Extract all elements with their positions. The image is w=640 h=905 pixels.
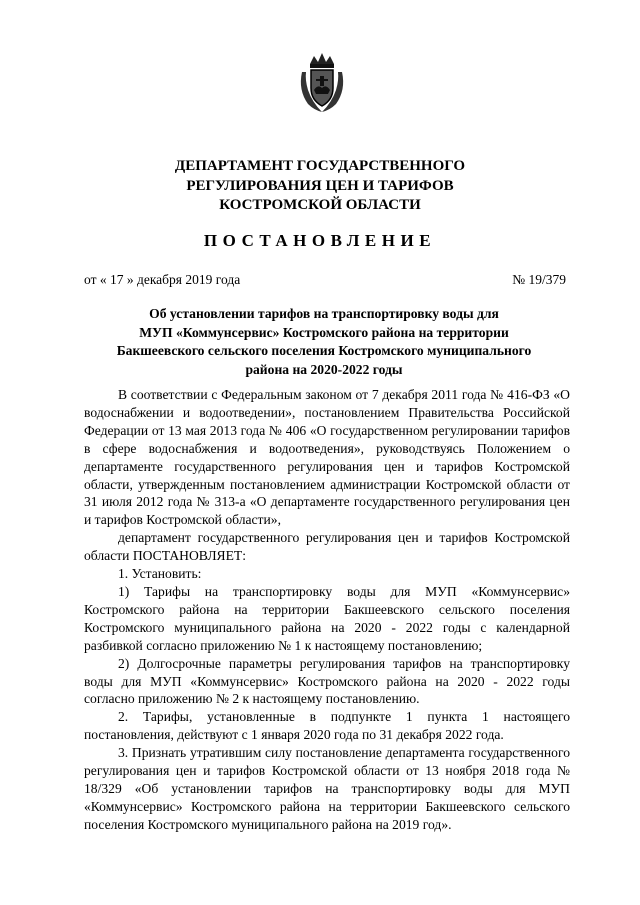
subject-line: района на 2020-2022 годы (245, 361, 403, 377)
subject-line: Об установлении тарифов на транспортировку воды для (149, 306, 499, 321)
document-type-title: ПОСТАНОВЛЕНИЕ (203, 231, 437, 250)
subject-line: Бакшеевского сельского поселения Костромского муниципального (116, 343, 532, 359)
department-name (0, 157, 640, 216)
item-1-paragraph: 1. Установить: (118, 566, 202, 582)
department-line: РЕГУЛИРОВАНИЯ ЦЕН И ТАРИФОВ (186, 177, 454, 194)
department-line: КОСТРОМСКОЙ ОБЛАСТИ (219, 197, 421, 213)
item-3-paragraph: 3. Признать утратившим силу постановление департамента государственного регулирования цен и тарифов Костромской области от 13 ноября 2018 года № 18/329 «Об установлении тарифов на транспортировку воды для МУП «Коммунсервис» Костромского района на территории Бакшеевского сельского поселения Костромского муниципального района на 2019 год». (84, 745, 570, 832)
item-1-2-paragraph: 2) Долгосрочные параметры регулирования тарифов на транспортировку воды для МУП «Коммунсервис» Костромского района на 2020 - 2022 годы согласно приложению № 2 к настоящему постановлению. (84, 655, 570, 707)
document-body (84, 386, 570, 834)
item-1-1-paragraph: 1) Тарифы на транспортировку воды для МУП «Коммунсервис» Костромского района на территории Бакшеевского сельского поселения Костромского муниципального района на 2020 - 2022 годы с календарной разбивкой согласно приложению № 1 к настоящему постановлению; (84, 583, 570, 653)
resolution-paragraph: департамент государственного регулирования цен и тарифов Костромской области ПОСТАНОВЛЯЕТ: (84, 530, 570, 564)
subject-line: МУП «Коммунсервис» Костромского района на территории (139, 324, 509, 340)
department-line: ДЕПАРТАМЕНТ ГОСУДАРСТВЕННОГО (174, 158, 466, 174)
document-subject (100, 305, 548, 379)
item-2-paragraph: 2. Тарифы, установленные в подпункте 1 пункта 1 настоящего постановления, действуют с 1 января 2020 года по 31 декабря 2022 года. (84, 709, 570, 743)
coat-of-arms-icon (294, 50, 350, 114)
document-date: от « 17 » декабря 2019 года (84, 272, 241, 287)
preamble-paragraph: В соответствии с Федеральным законом от 7 декабря 2011 года № 416-ФЗ «О водоснабжении и водоотведении», постановлением Правительства Российской Федерации от 13 мая 2013 года № 406 «О государственном регулировании тарифов в сфере водоснабжения и водоотведения», руководствуясь Положением о департаменте государственного регулирования цен и тарифов Костромской области, утвержденным постановлением администрации Костромской области от 31 июля 2012 года № 313-а «О департаменте государственного регулирования цен и тарифов Костромской области», (84, 387, 570, 528)
date-number-row (84, 272, 566, 288)
document-number: № 19/379 (512, 272, 566, 287)
